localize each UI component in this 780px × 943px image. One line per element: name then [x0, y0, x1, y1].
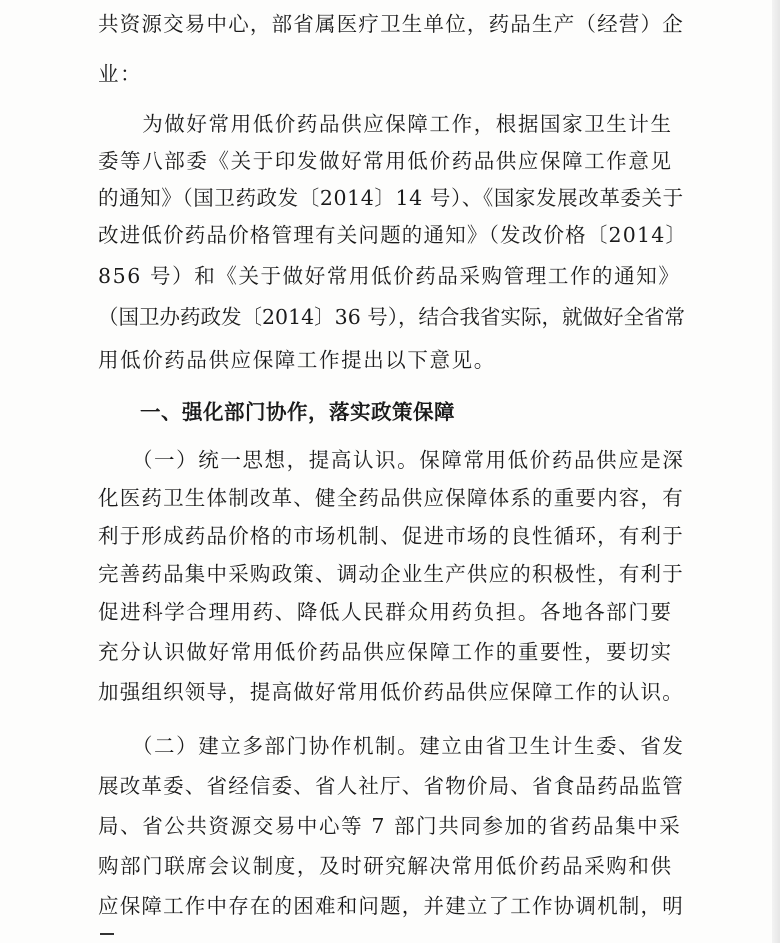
text-line-14: 完善药品集中采购政策、调动企业生产供应的积极性，有利于 [98, 562, 684, 586]
cut-off-glyph [100, 933, 114, 941]
text-line-11: （一）统一思想，提高认识。保障常用低价药品供应是深 [98, 448, 685, 472]
text-line-2: 业： [98, 62, 143, 86]
text-line-19: 展改革委、省经信委、省人社厅、省物价局、省食品药品监管 [98, 774, 684, 798]
text-line-20: 局、省公共资源交易中心等 7 部门共同参加的省药品集中采 [98, 814, 682, 838]
text-line-15: 促进科学合理用药、降低人民群众用药负担。各地各部门要 [98, 600, 673, 624]
text-line-17: 加强组织领导，提高做好常用低价药品供应保障工作的认识。 [98, 680, 684, 704]
text-line-7: 856 号）和《关于做好常用低价药品采购管理工作的通知》 [98, 264, 681, 288]
text-line-6: 改进低价药品价格管理有关问题的通知》（发改价格〔2014〕 [98, 223, 688, 247]
text-line-5: 的通知》（国卫药政发〔2014〕14 号）、《国家发展改革委关于 [98, 186, 684, 210]
text-line-1: 共资源交易中心，部省属医疗卫生单位，药品生产（经营）企 [98, 12, 684, 36]
section-heading: 一、强化部门协作，落实政策保障 [98, 400, 455, 424]
text-line-12: 化医药卫生体制改革、健全药品供应保障体系的重要内容，有 [98, 486, 684, 510]
text-line-16: 充分认识做好常用低价药品供应保障工作的重要性，要切实 [98, 640, 673, 664]
text-line-3: 为做好常用低价药品供应保障工作，根据国家卫生计生 [98, 112, 673, 136]
text-line-21: 购部门联席会议制度，及时研究解决常用低价药品采购和供 [98, 854, 673, 878]
text-line-4: 委等八部委《关于印发做好常用低价药品供应保障工作意见 [98, 149, 673, 173]
text-line-22: 应保障工作中存在的困难和问题，并建立了工作协调机制，明 [98, 894, 684, 918]
page-edge-shadow [772, 0, 780, 943]
text-line-8: （国卫办药政发〔2014〕36 号），结合我省实际，就做好全省常 [98, 305, 686, 329]
text-line-18: （二）建立多部门协作机制。建立由省卫生计生委、省发 [98, 734, 685, 758]
text-line-9: 用低价药品供应保障工作提出以下意见。 [98, 348, 496, 372]
text-line-13: 利于形成药品价格的市场机制、促进市场的良性循环，有利于 [98, 524, 684, 548]
